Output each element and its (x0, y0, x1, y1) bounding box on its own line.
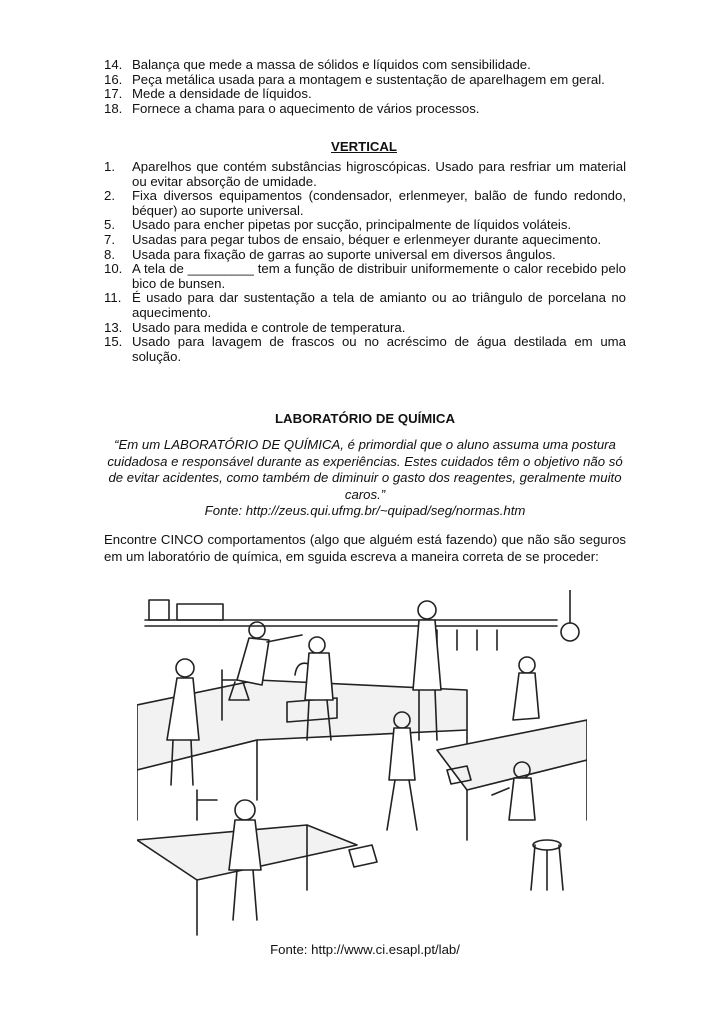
clue-item (104, 87, 626, 102)
illustration-caption: Fonte: http://www.ci.esapl.pt/lab/ (270, 942, 460, 957)
clue-item (104, 291, 626, 320)
horizontal-clues-list (104, 58, 626, 116)
lab-illustration (137, 590, 587, 940)
clue-item (104, 58, 626, 73)
clue-item (104, 321, 626, 336)
clue-item (104, 102, 626, 117)
quote-source: Fonte: http://zeus.qui.ufmg.br/~quipad/seg/normas.htm (204, 503, 526, 518)
vertical-clues-list (104, 160, 626, 364)
clue-number: 10. (104, 261, 123, 277)
clue-text: É usado para dar sustentação a tela de amianto ou ao triângulo de porcelana no aquecimento. (132, 290, 626, 320)
clue-number: 1. (104, 159, 115, 174)
clue-text: Fixa diversos equipamentos (condensador, erlenmeyer, balão de fundo redondo, béquer) ao suporte universal. (132, 188, 626, 218)
clue-text: Usado para lavagem de frascos ou no acréscimo de água destilada em uma solução. (132, 334, 626, 364)
vertical-heading: VERTICAL (331, 139, 397, 154)
clue-text: Usado para encher pipetas por sucção, principalmente de líquidos voláteis. (132, 217, 572, 233)
clue-number: 7. (104, 231, 115, 247)
quote-block: “Em um LABORATÓRIO DE QUÍMICA, é primordial que o aluno assuma uma postura cuidadosa e responsável durante as experiências. Estes cuidados têm o objetivo não só de evitar acidentes, como também de diminuir o gasto dos reagentes, geralmente muito caros.” (107, 437, 623, 502)
clue-item (104, 248, 626, 263)
clue-number: 15. (104, 334, 123, 350)
clue-item (104, 189, 626, 218)
clue-number: 14. (104, 57, 123, 72)
clue-text: Mede a densidade de líquidos. (132, 86, 312, 102)
clue-item (104, 233, 626, 248)
clue-item (104, 218, 626, 233)
clue-item (104, 73, 626, 88)
clue-text: Usadas para pegar tubos de ensaio, béquer e erlenmeyer durante aquecimento. (132, 231, 602, 247)
clue-text: Balança que mede a massa de sólidos e líquidos com sensibilidade. (132, 57, 531, 72)
clue-item (104, 160, 626, 189)
clue-number: 11. (104, 290, 122, 306)
clue-text: Aparelhos que contém substâncias higroscópicas. Usado para resfriar um material ou evitar absorção de umidade. (132, 159, 626, 189)
clue-text: Usada para fixação de garras ao suporte universal em diversos ângulos. (132, 246, 556, 262)
instruction-paragraph: Encontre CINCO comportamentos (algo que alguém está fazendo) que não são seguros em um laboratório de química, em sguida escreva a maneira correta de se proceder: (104, 532, 626, 564)
clue-text: A tela de _________ tem a função de distribuir uniformemente o calor recebido pelo bico de bunsen. (132, 261, 626, 291)
clue-number: 2. (104, 188, 115, 204)
clue-number: 5. (104, 217, 115, 233)
clue-number: 17. (104, 86, 123, 102)
clue-number: 18. (104, 100, 123, 116)
clue-number: 8. (104, 246, 115, 262)
clue-text: Peça metálica usada para a montagem e sustentação de aparelhagem em geral. (132, 71, 605, 87)
clue-number: 13. (104, 319, 123, 335)
clue-text: Usado para medida e controle de temperatura. (132, 319, 406, 335)
clue-item (104, 335, 626, 364)
clue-text: Fornece a chama para o aquecimento de vários processos. (132, 100, 480, 116)
section-title: LABORATÓRIO DE QUÍMICA (275, 411, 455, 426)
clue-item (104, 262, 626, 291)
clue-number: 16. (104, 71, 123, 87)
